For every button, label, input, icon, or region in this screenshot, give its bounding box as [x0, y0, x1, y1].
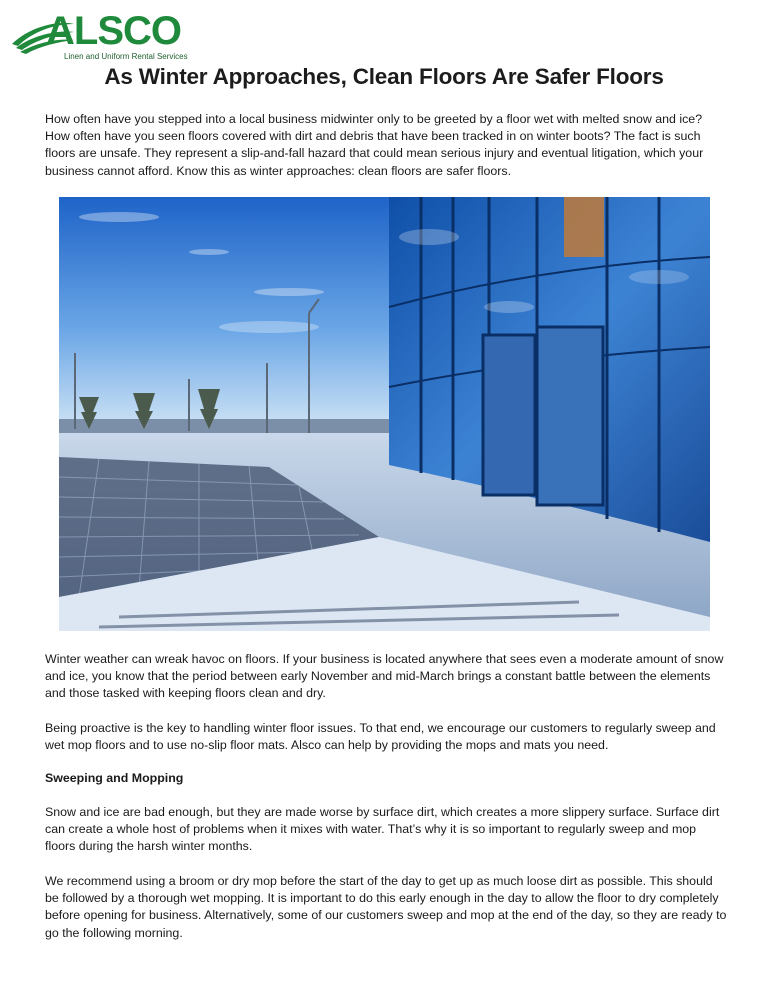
recommendation-paragraph: We recommend using a broom or dry mop before the start of the day to get up as much loose dirt as possible. This should be followed by a thorough wet mopping. It is important to do this early enough in the day to allow the floor to dry completely before opening for business. Alternatively, some of our customers sweep and mop at the end of the day, so they are ready to go the following morning.	[45, 874, 727, 940]
page-title: As Winter Approaches, Clean Floors Are Safer Floors	[104, 64, 664, 89]
surface-dirt-paragraph: Snow and ice are bad enough, but they are made worse by surface dirt, which creates a more slippery surface. Surface dirt can create a whole host of problems when it mixes with water. That’s why it is so important to regularly sweep and mop floors during the harsh winter months.	[45, 805, 720, 854]
photo-illustration	[59, 197, 710, 631]
logo-tagline: Linen and Uniform Rental Services	[64, 52, 188, 61]
proactive-paragraph: Being proactive is the key to handling winter floor issues. To that end, we encourage our customers to regularly sweep and wet mop floors and to use no-slip floor mats. Alsco can help by providing the mops and mats you need.	[45, 721, 716, 753]
alsco-logo-mark	[10, 8, 190, 56]
section-heading-sweeping: Sweeping and Mopping	[45, 771, 184, 785]
logo-wordmark: ALSCO	[46, 9, 181, 53]
winter-building-photo	[59, 197, 710, 631]
intro-paragraph: How often have you stepped into a local business midwinter only to be greeted by a floor wet with melted snow and ice? How often have you seen floors covered with dirt and debris that have been tracked in on winter boots? The fact is such floors are unsafe. They represent a slip-and-fall hazard that could mean serious injury and eventual litigation, which your business cannot afford. Know this as winter approaches: clean floors are safer floors.	[45, 112, 704, 178]
weather-paragraph: Winter weather can wreak havoc on floors. If your business is located anywhere that sees even a moderate amount of snow and ice, you know that the period between early November and mid-March brings a constant battle between the elements and those tasked with keeping floors clean and dry.	[45, 652, 724, 701]
